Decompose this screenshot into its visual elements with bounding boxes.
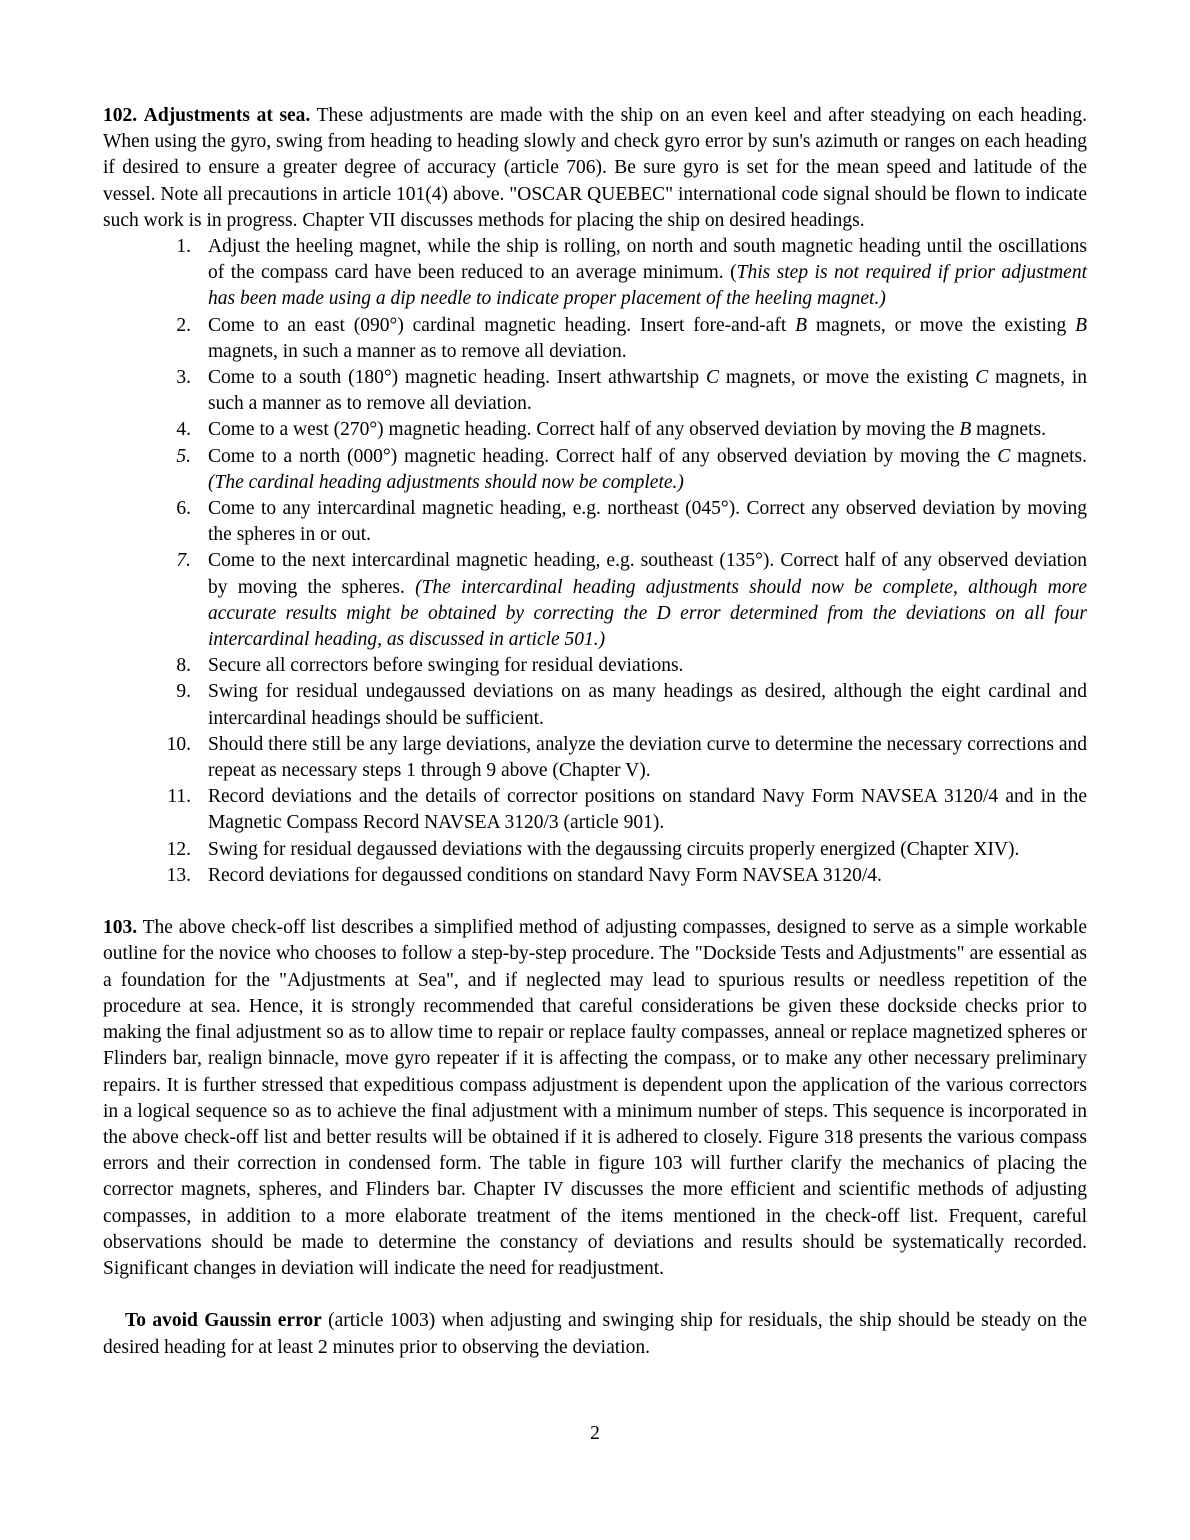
checklist-item-text-run: Secure all correctors before swinging for residual deviations. — [208, 655, 684, 677]
checklist-item-text-run: Come to a south (180°) magnetic heading. Insert athwartship — [208, 367, 706, 389]
section-102-body: These adjustments are made with the ship on an even keel and after steadying on each heading. When using the gyro, swing from heading to heading slowly and check gyro error by sun's azimuth or ranges on each heading if desired to ensure a greater degree of accuracy (article 706). Be sure gyro is set for the mean speed and latitude of the vessel. Note all precautions in article 101(4) above. "OSCAR QUEBEC" international code signal should be flown to indicate such work is in progress. Chapter VII discusses methods for placing the ship on desired headings. — [103, 105, 1087, 231]
checklist-item-text-run: magnets, in such a manner as to remove all deviation. — [208, 367, 1087, 415]
page-number: 2 — [590, 1423, 600, 1444]
checklist-item-text-run: (The cardinal heading adjustments should now be complete.) — [208, 471, 684, 493]
section-102-paragraph — [103, 103, 1087, 234]
checklist-item-text-run: Come to a north (000°) magnetic heading. Correct half of any observed deviation by moving the — [208, 445, 998, 467]
checklist-item-text-run: with the degaussing circuits properly energized (Chapter XIV). — [522, 838, 1020, 860]
checklist-item — [103, 784, 1087, 836]
checklist-item-text — [208, 496, 1087, 548]
checklist-item-text-run: C — [997, 445, 1011, 467]
section-102-number: 102. — [103, 105, 138, 126]
gaussin-error-paragraph — [103, 1308, 1087, 1360]
checklist-item-text-run: magnets, in such a manner as to remove all deviation. — [208, 340, 627, 362]
spacer-2 — [103, 1282, 1087, 1308]
checklist-item-number: 1. — [176, 236, 191, 258]
checklist-item-text — [208, 365, 1087, 417]
checklist-item — [103, 365, 1087, 417]
checklist-item — [103, 313, 1087, 365]
checklist-item-text-run: B — [959, 419, 972, 441]
checklist-item-text — [208, 784, 1087, 836]
checklist-item — [103, 417, 1087, 443]
checklist-item-text — [208, 313, 1087, 365]
section-103-number: 103. — [103, 917, 138, 939]
checklist-item — [103, 732, 1087, 784]
checklist-item-text-run: magnets, or move the existing — [807, 314, 1076, 336]
checklist-item-text — [208, 417, 1087, 443]
checklist-item-text-run: C — [975, 367, 989, 389]
checklist-item — [103, 234, 1087, 313]
gaussin-error-body: (article 1003) when adjusting and swinging ship for residuals, the ship should be steady on the desired heading for at least 2 minutes prior to observing the deviation. — [103, 1310, 1087, 1358]
checklist-item-number: 5. — [176, 445, 191, 467]
checklist-item-text — [208, 837, 1087, 863]
checklist-item-text — [208, 444, 1087, 496]
checklist-item-text-run: Come to any intercardinal magnetic heading, e.g. northeast (045°). Correct any observed deviation by moving the spheres in or out. — [208, 498, 1087, 546]
checklist-item-text — [208, 653, 1087, 679]
gaussin-error-lead: To avoid Gaussin error — [125, 1310, 322, 1332]
checklist-item-number: 4. — [176, 419, 191, 441]
section-102-heading: Adjustments at sea. — [143, 105, 311, 126]
checklist-item-text-run: B — [1075, 314, 1087, 336]
checklist-item-text-run: s — [514, 838, 523, 860]
checklist-item-number: 6. — [176, 498, 191, 520]
checklist-item — [103, 653, 1087, 679]
checklist-item-text — [208, 234, 1087, 313]
checklist-item-number: 7. — [176, 550, 191, 572]
checklist-item-text — [208, 863, 1087, 889]
checklist-item — [103, 444, 1087, 496]
checklist-item-number: 9. — [176, 681, 191, 703]
checklist-item-number: 8. — [176, 655, 191, 677]
checklist-item — [103, 679, 1087, 731]
checklist-item-number: 12. — [166, 838, 191, 860]
checklist-item-text-run: Adjust the heeling magnet, while the ship is rolling, on north and south magnetic heading until the oscillations of the compass card have been reduced to an average minimum. ( — [208, 236, 1087, 284]
checklist-item-text-run: Swing for residual degaussed deviation — [208, 838, 515, 860]
checklist-item-text-run: Come to a west (270°) magnetic heading. Correct half of any observed deviation by moving the — [208, 419, 960, 441]
checklist-item-text-run: C — [705, 367, 719, 389]
checklist-item — [103, 837, 1087, 863]
checklist-item-text — [208, 548, 1087, 653]
document-page-body — [103, 103, 1087, 1361]
checklist-item — [103, 496, 1087, 548]
checklist-item-number: 11. — [167, 786, 191, 808]
section-103-body: The above check-off list describes a simplified method of adjusting compasses, designed to serve as a simple workable outline for the novice who chooses to follow a step-by-step procedure. The "Dockside Tests and Adjustments" are essential as a foundation for the "Adjustments at Sea", and if neglected may lead to spurious results or needless repetition of the procedure at sea. Hence, it is strongly recommended that careful considerations be given these dockside checks prior to making the final adjustment so as to allow time to repair or replace faulty compasses, anneal or replace magnetized spheres or Flinders bar, realign binnacle, move gyro repeater if it is affecting the compass, or to make any other necessary preliminary repairs. It is further stressed that expeditious compass adjustment is dependent upon the application of the various correctors in a logical sequence so as to achieve the final adjustment with a minimum number of steps. This sequence is incorporated in the above check-off list and better results will be obtained if it is adhered to closely. Figure 318 presents the various compass errors and their correction in condensed form. The table in figure 103 will further clarify the mechanics of placing the corrector magnets, spheres, and Flinders bar. Chapter IV discusses the more efficient and scientific methods of adjusting compasses, in addition to a more elaborate treatment of the items mentioned in the check-off list. Frequent, careful observations should be made to determine the constancy of deviations and results should be systematically recorded. Significant changes in deviation will indicate the need for readjustment. — [103, 917, 1087, 1279]
checklist-item-text-run: magnets, or move the existing — [718, 367, 976, 389]
adjustment-checklist — [103, 234, 1087, 889]
checklist-item-text-run: magnets. — [1010, 445, 1087, 467]
checklist-item-text-run: Record deviations and the details of corrector positions on standard Navy Form NAVSEA 3120/4 and in the Magnetic Compass Record NAVSEA 3120/3 (article 901). — [208, 786, 1087, 834]
checklist-item-text-run: Record deviations for degaussed conditions on standard Navy Form NAVSEA 3120/4. — [208, 864, 882, 886]
checklist-item-text-run: (The intercardinal heading adjustments should now be complete, although more accurate results might be obtained by correcting the D error determined from the deviations on all four intercardinal heading, as discussed in article 501.) — [208, 576, 1088, 651]
checklist-item-text-run: Come to the next intercardinal magnetic heading, e.g. southeast (135°). Correct half of any observed deviation by moving the spheres. — [208, 550, 1087, 598]
checklist-item-text-run: B — [795, 314, 808, 336]
checklist-item-text — [208, 679, 1087, 731]
checklist-item — [103, 863, 1087, 889]
spacer — [103, 889, 1087, 915]
checklist-item-text-run: Swing for residual undegaussed deviations on as many headings as desired, although the eight cardinal and intercardinal headings should be sufficient. — [208, 681, 1087, 729]
checklist-item-text-run: magnets. — [971, 419, 1046, 441]
checklist-item-number: 2. — [176, 314, 191, 336]
checklist-item-text — [208, 732, 1087, 784]
section-103-paragraph — [103, 915, 1087, 1282]
checklist-item-text-run: This step is not required if prior adjustment has been made using a dip needle to indicate proper placement of the heeling magnet.) — [208, 262, 1088, 310]
checklist-item-text-run: Come to an east (090°) cardinal magnetic heading. Insert fore-and-aft — [208, 314, 796, 336]
checklist-item-number: 3. — [176, 367, 191, 389]
checklist-item — [103, 548, 1087, 653]
checklist-item-number: 13. — [166, 864, 191, 886]
checklist-item-number: 10. — [166, 733, 191, 755]
checklist-item-text-run: Should there still be any large deviations, analyze the deviation curve to determine the necessary corrections and repeat as necessary steps 1 through 9 above (Chapter V). — [208, 733, 1087, 782]
